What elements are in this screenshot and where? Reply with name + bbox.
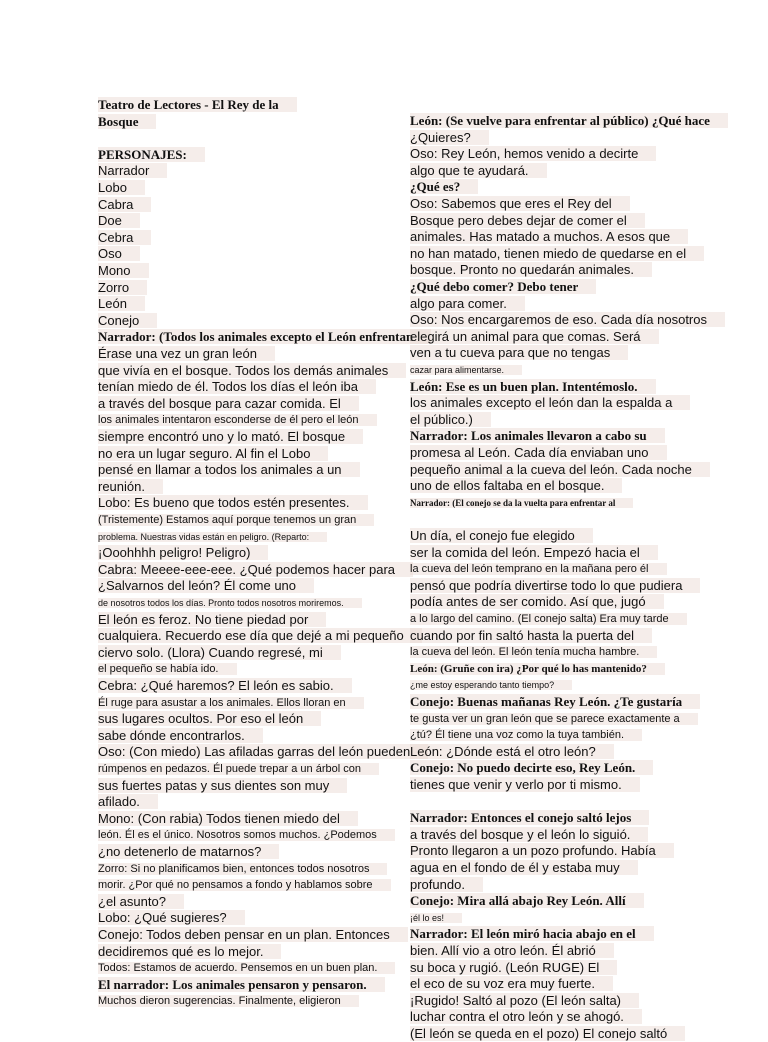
line-text: Bosque pero debes dejar de comer el — [410, 213, 645, 228]
text-line — [410, 246, 704, 262]
text-line — [98, 977, 385, 993]
text-line — [410, 976, 613, 992]
line-text: Oso — [98, 246, 140, 261]
line-text: (El león se queda en el pozo) El conejo saltó — [410, 1026, 685, 1041]
text-line — [410, 196, 630, 212]
text-line — [98, 479, 163, 495]
line-text: Bosque — [98, 114, 156, 129]
line-text: Narrador: (Todos los animales excepto el León enfrentan — [98, 329, 431, 344]
text-line — [410, 478, 622, 494]
text-line — [410, 760, 653, 776]
line-text: ¿no detenerlo de matarnos? — [98, 844, 279, 859]
text-line — [410, 644, 657, 660]
text-line — [410, 993, 639, 1009]
line-text: Muchos dieron sugerencias. Finalmente, eligieron — [98, 995, 359, 1007]
line-text: Mono — [98, 263, 149, 278]
text-line — [410, 827, 648, 843]
line-text: Cabra — [98, 197, 151, 212]
line-text: Lobo — [98, 180, 145, 195]
line-text: Conejo: No puedo decirte eso, Rey León. — [410, 760, 653, 775]
text-line — [98, 612, 326, 628]
text-line — [98, 396, 359, 412]
text-line — [98, 728, 263, 744]
text-line — [98, 495, 368, 511]
line-text: Él ruge para asustar a los animales. Ellos lloran en — [98, 697, 364, 709]
text-line — [410, 810, 649, 826]
line-text: Narrador — [98, 163, 167, 178]
text-line — [98, 462, 360, 478]
text-line — [98, 794, 158, 810]
text-line — [410, 860, 638, 876]
line-text: León: (Gruñe con ira) ¿Por qué lo has mantenido? — [410, 663, 665, 675]
text-line — [98, 329, 431, 345]
line-text: decidiremos qué es lo mejor. — [98, 944, 281, 959]
line-text: Cebra — [98, 230, 151, 245]
text-line — [410, 943, 614, 959]
text-line — [410, 578, 700, 594]
line-text: promesa al León. Cada día enviaban uno — [410, 445, 667, 460]
line-text: cuando por fin saltó hasta la puerta del — [410, 628, 652, 643]
text-line — [98, 645, 341, 661]
text-line — [98, 163, 167, 179]
line-text: el pequeño se había ido. — [98, 663, 237, 675]
text-line — [98, 844, 279, 860]
text-line — [410, 213, 645, 229]
line-text: Lobo: Es bueno que todos estén presentes. — [98, 495, 368, 510]
line-text: Un día, el conejo fue elegido — [410, 528, 593, 543]
text-line — [98, 379, 376, 395]
text-line — [98, 363, 406, 379]
text-line — [410, 528, 593, 544]
line-text: ¿Salvarnos del león? Él come uno — [98, 578, 314, 593]
text-line — [410, 545, 658, 561]
text-line — [98, 678, 352, 694]
text-line — [98, 246, 140, 262]
line-text: bosque. Pronto no quedarán animales. — [410, 262, 652, 277]
text-line — [410, 677, 572, 693]
line-text: uno de ellos faltaba en el bosque. — [410, 478, 622, 493]
line-text: de nosotros todos los días. Pronto todos nosotros moriremos. — [98, 598, 362, 608]
text-line — [98, 695, 364, 711]
text-line — [410, 711, 698, 727]
line-text: Conejo: Mira allá abajo Rey León. Allí — [410, 893, 644, 908]
line-text: Oso: Nos encargaremos de eso. Cada día nosotros — [410, 312, 725, 327]
text-line — [410, 960, 617, 976]
line-text: sus fuertes patas y sus dientes son muy — [98, 778, 347, 793]
line-text: te gusta ver un gran león que se parece exactamente a — [410, 713, 698, 725]
text-line — [410, 594, 664, 610]
line-text: Érase una vez un gran león — [98, 346, 275, 361]
line-text: Zorro: Si no planificamos bien, entonces todos nosotros — [98, 863, 387, 875]
line-text: no era un lugar seguro. Al fin el Lobo — [98, 446, 328, 461]
line-text: (Tristemente) Estamos aquí porque tenemos un gran — [98, 514, 374, 526]
text-line — [98, 578, 314, 594]
text-line — [98, 778, 347, 794]
text-line — [98, 97, 297, 113]
line-text: ¿Qué debo comer? Debo tener — [410, 279, 596, 294]
line-text: Oso: (Con miedo) Las afiladas garras del león pueden — [98, 744, 428, 759]
text-line — [410, 296, 525, 312]
line-text: Teatro de Lectores - El Rey de la — [98, 97, 297, 112]
text-line — [410, 362, 522, 378]
text-line — [98, 180, 145, 196]
line-text: ser la comida del león. Empezó hacia el — [410, 545, 658, 560]
line-text: la cueva del león temprano en la mañana pero él — [410, 563, 667, 575]
line-text: luchar contra el otro león y se ahogó. — [410, 1009, 642, 1024]
text-line — [98, 861, 387, 877]
line-text: ¿Quieres? — [410, 130, 489, 145]
line-text: animales. Has matado a muchos. A esos que — [410, 229, 688, 244]
text-line — [410, 893, 644, 909]
text-line — [410, 229, 688, 245]
line-text: el público.) — [410, 412, 491, 427]
text-line — [98, 213, 140, 229]
text-line — [98, 744, 428, 760]
line-text: ciervo solo. (Llora) Cuando regresé, mi — [98, 645, 341, 660]
line-text: afilado. — [98, 794, 158, 809]
line-text: Conejo: Todos deben pensar en un plan. Entonces — [98, 927, 408, 942]
line-text: El narrador: Los animales pensaron y pensaron. — [98, 977, 385, 992]
text-line — [98, 993, 359, 1009]
line-text: que vivía en el bosque. Todos los demás animales — [98, 363, 406, 378]
text-line — [410, 113, 728, 129]
text-line — [410, 163, 547, 179]
line-text: El león es feroz. No tiene piedad por — [98, 612, 326, 627]
line-text: tienes que venir y verlo por ti mismo. — [410, 777, 640, 792]
line-text: PERSONAJES: — [98, 147, 205, 162]
text-line — [410, 428, 665, 444]
line-text: el eco de su voz era muy fuerte. — [410, 976, 613, 991]
line-text: agua en el fondo de él y estaba muy — [410, 860, 638, 875]
line-text: ¡Rugido! Saltó al pozo (El león salta) — [410, 993, 639, 1008]
text-line — [410, 661, 665, 677]
line-text: león. Él es el único. Nosotros somos muchos. ¿Podemos — [98, 829, 395, 841]
line-text: León: Ese es un buen plan. Intentémoslo. — [410, 379, 656, 394]
line-text: Todos: Estamos de acuerdo. Pensemos en un buen plan. — [98, 962, 395, 974]
text-line — [98, 944, 281, 960]
line-text: ¡él lo es! — [410, 913, 462, 923]
line-text: pensé en llamar a todos los animales a un — [98, 462, 360, 477]
line-text: Doe — [98, 213, 140, 228]
line-text: ¿tú? Él tiene una voz como la tuya también. — [410, 729, 642, 741]
line-text: León — [98, 296, 145, 311]
line-text: cazar para alimentarse. — [410, 365, 522, 375]
line-text: Conejo: Buenas mañanas Rey León. ¿Te gustaría — [410, 694, 700, 709]
line-text: tenían miedo de él. Todos los días el león iba — [98, 379, 376, 394]
text-line — [98, 628, 422, 644]
line-text: a través del bosque y el león lo siguió. — [410, 827, 648, 842]
line-text: a lo largo del camino. (El conejo salta) Era muy tarde — [410, 613, 687, 625]
text-line — [98, 877, 391, 893]
text-line — [410, 777, 640, 793]
line-text: Narrador: El león miró hacia abajo en el — [410, 926, 654, 941]
text-line — [410, 628, 652, 644]
line-text: bien. Allí vio a otro león. Él abrió — [410, 943, 614, 958]
line-text: pensó que podría divertirse todo lo que pudiera — [410, 578, 700, 593]
line-text: Oso: Rey León, hemos venido a decirte — [410, 146, 656, 161]
line-text: reunión. — [98, 479, 163, 494]
line-text: ¿me estoy esperando tanto tiempo? — [410, 680, 572, 690]
text-line — [98, 412, 377, 428]
text-line — [410, 694, 700, 710]
line-text: podía antes de ser comido. Así que, jugó — [410, 594, 664, 609]
text-line — [410, 262, 652, 278]
text-line — [98, 811, 358, 827]
line-text: profundo. — [410, 877, 483, 892]
text-line — [98, 595, 362, 611]
line-text: León: ¿Dónde está el otro león? — [410, 744, 614, 759]
text-line — [98, 147, 205, 163]
line-text: problema. Nuestras vidas están en peligro. (Reparto: — [98, 532, 327, 542]
line-text: morir. ¿Por qué no pensamos a fondo y hablamos sobre — [98, 879, 391, 891]
text-line — [98, 230, 151, 246]
text-line — [98, 545, 268, 561]
line-text: elegirá un animal para que comas. Será — [410, 329, 659, 344]
line-text: Pronto llegaron a un pozo profundo. Había — [410, 843, 674, 858]
text-line — [98, 197, 151, 213]
text-line — [98, 910, 245, 926]
line-text: ¿Qué es? — [410, 179, 478, 194]
text-line — [98, 894, 184, 910]
line-text: Conejo — [98, 313, 157, 328]
line-text: Oso: Sabemos que eres el Rey del — [410, 196, 630, 211]
text-line — [98, 313, 157, 329]
text-line — [410, 1009, 642, 1025]
line-text: ¿el asunto? — [98, 894, 184, 909]
line-text: a través del bosque para cazar comida. El — [98, 396, 359, 411]
text-line — [410, 146, 656, 162]
text-line — [98, 296, 145, 312]
text-line — [410, 130, 489, 146]
text-line — [410, 495, 633, 511]
line-text: algo para comer. — [410, 296, 525, 311]
text-line — [410, 727, 642, 743]
text-line — [98, 429, 363, 445]
line-text: rúmpenos en pedazos. Él puede trepar a un árbol con — [98, 763, 379, 775]
line-text: Cabra: Meeee-eee-eee. ¿Qué podemos hacer para — [98, 562, 413, 577]
line-text: Narrador: Entonces el conejo saltó lejos — [410, 810, 649, 825]
line-text: no han matado, tienen miedo de quedarse en el — [410, 246, 704, 261]
line-text: sabe dónde encontrarlos. — [98, 728, 263, 743]
text-line — [410, 445, 667, 461]
text-line — [98, 114, 156, 130]
text-line — [410, 611, 687, 627]
text-line — [410, 395, 690, 411]
line-text: la cueva del león. El león tenía mucha hambre. — [410, 646, 657, 658]
text-line — [410, 843, 674, 859]
line-text: sus lugares ocultos. Por eso el león — [98, 711, 321, 726]
text-line — [98, 661, 237, 677]
text-line — [410, 379, 656, 395]
text-line — [410, 345, 628, 361]
text-line — [410, 312, 725, 328]
line-text: los animales excepto el león dan la espalda a — [410, 395, 690, 410]
line-text: León: (Se vuelve para enfrentar al público) ¿Qué hace — [410, 113, 728, 128]
text-line — [98, 711, 321, 727]
line-text: pequeño animal a la cueva del león. Cada noche — [410, 462, 710, 477]
text-line — [410, 744, 614, 760]
text-line — [410, 926, 654, 942]
text-line — [98, 280, 147, 296]
text-line — [410, 561, 667, 577]
text-line — [98, 562, 413, 578]
line-text: Narrador: Los animales llevaron a cabo su — [410, 428, 665, 443]
text-line — [98, 927, 408, 943]
line-text: Lobo: ¿Qué sugieres? — [98, 910, 245, 925]
line-text: Mono: (Con rabia) Todos tienen miedo del — [98, 811, 358, 826]
line-text: Zorro — [98, 280, 147, 295]
line-text: Narrador: (El conejo se da la vuelta para enfrentar al — [410, 498, 633, 508]
text-line — [410, 279, 596, 295]
line-text: siempre encontró uno y lo mató. El bosque — [98, 429, 363, 444]
text-line — [98, 960, 395, 976]
line-text: cualquiera. Recuerdo ese día que dejé a mi pequeño — [98, 628, 422, 643]
line-text: su boca y rugió. (León RUGE) El — [410, 960, 617, 975]
text-line — [98, 761, 379, 777]
text-line — [98, 529, 327, 545]
line-text: Cebra: ¿Qué haremos? El león es sabio. — [98, 678, 352, 693]
text-line — [98, 512, 374, 528]
text-line — [410, 877, 483, 893]
text-line — [98, 263, 149, 279]
text-line — [98, 346, 275, 362]
line-text: algo que te ayudará. — [410, 163, 547, 178]
line-text: los animales intentaron esconderse de él pero el león — [98, 414, 377, 426]
text-line — [410, 412, 491, 428]
text-line — [410, 179, 478, 195]
text-line — [98, 827, 395, 843]
text-line — [410, 910, 462, 926]
text-line — [410, 329, 659, 345]
text-line — [410, 462, 710, 478]
text-line — [410, 1026, 685, 1042]
text-line — [98, 446, 328, 462]
line-text: ¡Ooohhhh peligro! Peligro) — [98, 545, 268, 560]
line-text: ven a tu cueva para que no tengas — [410, 345, 628, 360]
